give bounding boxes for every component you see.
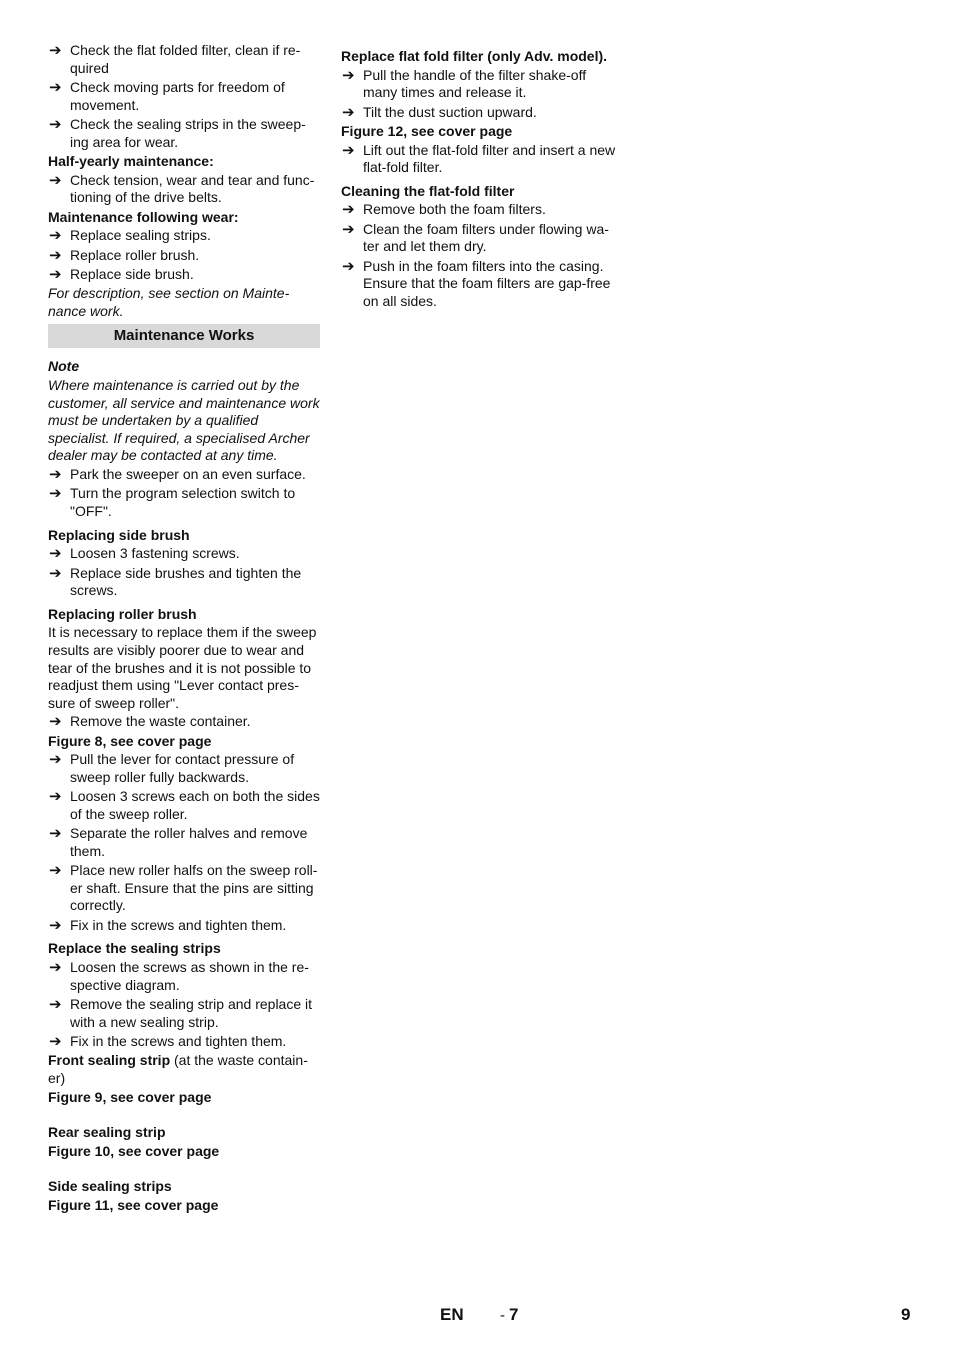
- arrow-icon: ➔: [49, 265, 62, 283]
- arrow-icon: ➔: [49, 564, 62, 582]
- arrow-icon: ➔: [49, 788, 62, 806]
- roller-brush-text: It is necessary to replace them if the sweep results are visibly poorer due to wear and tear of the brushes and it is not possible to readjust them using "Lever contact pres-sure of sweep roller".: [48, 624, 317, 711]
- step-item: [341, 67, 616, 102]
- step-text: Remove the sealing strip and replace it with a new sealing strip.: [70, 996, 313, 1030]
- step-item: [48, 917, 320, 935]
- step-text: Replace sealing strips.: [70, 227, 211, 244]
- step-text: Lift out the flat-fold filter and insert a new flat-fold filter.: [363, 141, 616, 176]
- step-item: [48, 485, 320, 520]
- step-item: [48, 466, 320, 484]
- step-list: [48, 713, 320, 731]
- flat-filter-heading: Replace flat fold filter (only Adv. model).: [341, 48, 608, 64]
- step-item: [341, 142, 616, 177]
- arrow-icon: ➔: [342, 66, 355, 84]
- step-text: Loosen the screws as shown in the re-spective diagram.: [70, 959, 309, 993]
- step-list: [48, 751, 320, 934]
- step-text: Remove both the foam filters.: [363, 201, 546, 218]
- footer-section-page: 7: [509, 1305, 519, 1324]
- step-item: [48, 996, 320, 1031]
- step-text: Fix in the screws and tighten them.: [70, 916, 287, 933]
- step-text: Separate the roller halves and remove them.: [70, 825, 308, 859]
- arrow-icon: ➔: [49, 825, 62, 843]
- arrow-icon: ➔: [49, 227, 62, 245]
- step-text: Check the sealing strips in the sweep-ing area for wear.: [70, 115, 306, 150]
- note-title: Note: [48, 358, 80, 375]
- step-item: [341, 104, 616, 122]
- step-text: Pull the handle of the filter shake-off many times and release it.: [363, 66, 587, 101]
- step-list: [48, 545, 320, 600]
- step-text: Loosen 3 fastening screws.: [70, 545, 240, 562]
- step-item: [48, 862, 320, 915]
- arrow-icon: ➔: [49, 862, 62, 880]
- step-text: Park the sweeper on an even surface.: [70, 466, 306, 483]
- step-item: [341, 258, 616, 311]
- arrow-icon: ➔: [49, 42, 62, 59]
- section-title: Maintenance Works: [48, 324, 320, 348]
- footer-language: EN: [440, 1305, 464, 1324]
- arrow-icon: ➔: [49, 713, 62, 731]
- arrow-icon: ➔: [49, 916, 62, 934]
- arrow-icon: ➔: [49, 485, 62, 503]
- step-item: [341, 221, 616, 256]
- step-list: [48, 959, 320, 1051]
- step-list: [341, 67, 616, 122]
- step-text: Check tension, wear and tear and func-tioning of the drive belts.: [70, 171, 315, 206]
- step-item: [48, 959, 320, 994]
- step-item: [48, 266, 320, 284]
- right-column: [341, 42, 616, 312]
- arrow-icon: ➔: [342, 201, 355, 219]
- step-text: Loosen 3 screws each on both the sides of the sweep roller.: [70, 788, 320, 822]
- step-text: Replace roller brush.: [70, 246, 200, 263]
- arrow-icon: ➔: [49, 1033, 62, 1051]
- step-item: [341, 201, 616, 219]
- arrow-icon: ➔: [49, 996, 62, 1014]
- left-column: [48, 42, 320, 1216]
- step-item: [48, 825, 320, 860]
- arrow-icon: ➔: [342, 103, 355, 121]
- step-list: [48, 466, 320, 521]
- figure-11-reference: Figure 11, see cover page: [48, 1196, 219, 1213]
- step-text: Turn the program selection switch to "OFF".: [70, 485, 296, 520]
- footer-page-number: 9: [901, 1305, 911, 1324]
- step-text: Pull the lever for contact pressure of sweep roller fully backwards.: [70, 751, 295, 785]
- figure-9-reference: Figure 9, see cover page: [48, 1088, 212, 1105]
- step-text: Tilt the dust suction upward.: [363, 103, 537, 120]
- figure-8-reference: Figure 8, see cover page: [48, 732, 212, 749]
- arrow-icon: ➔: [49, 959, 62, 977]
- step-text: Remove the waste container.: [70, 713, 251, 730]
- step-text: Clean the foam filters under flowing wa-ter and let them dry.: [363, 220, 609, 255]
- step-list: [48, 172, 320, 207]
- sealing-strips-heading: Replace the sealing strips: [48, 940, 221, 957]
- step-text: Check the flat folded filter, clean if re-quired: [70, 42, 301, 76]
- step-list: [341, 201, 616, 310]
- arrow-icon: ➔: [49, 751, 62, 769]
- step-item: [48, 247, 320, 265]
- description-note: For description, see section on Mainte-nance work.: [48, 285, 290, 319]
- side-brush-heading: Replacing side brush: [48, 526, 190, 543]
- rear-sealing-strip: Rear sealing strip: [48, 1124, 166, 1141]
- step-text: Push in the foam filters into the casing. Ensure that the foam filters are gap-free on all sides.: [363, 257, 611, 309]
- step-item: [48, 79, 320, 114]
- arrow-icon: ➔: [49, 78, 62, 96]
- arrow-icon: ➔: [342, 220, 355, 238]
- figure-10-reference: Figure 10, see cover page: [48, 1142, 220, 1159]
- arrow-icon: ➔: [49, 171, 62, 189]
- step-item: [48, 116, 320, 151]
- step-item: [48, 751, 320, 786]
- arrow-icon: ➔: [49, 246, 62, 264]
- step-item: [48, 788, 320, 823]
- step-text: Place new roller halfs on the sweep roll-er shaft. Ensure that the pins are sitting correctly.: [70, 862, 318, 914]
- arrow-icon: ➔: [49, 466, 62, 484]
- step-item: [48, 565, 320, 600]
- note-text: Where maintenance is carried out by the customer, all service and maintenance work must be undertaken by a qualified specialist. If required, a specialised Archer dealer may be contacted at any time.: [48, 377, 320, 464]
- step-list: [48, 227, 320, 283]
- roller-brush-heading: Replacing roller brush: [48, 605, 197, 622]
- step-item: [48, 42, 320, 77]
- arrow-icon: ➔: [49, 115, 62, 133]
- cleaning-heading: Cleaning the flat-fold filter: [341, 182, 515, 199]
- arrow-icon: ➔: [342, 257, 355, 275]
- step-list: [341, 142, 616, 177]
- front-sealing-strip-detail: (at the waste contain-er): [48, 1052, 308, 1087]
- step-list: [48, 42, 320, 151]
- footer-dash: -: [500, 1307, 505, 1324]
- front-sealing-strip-label: Front sealing strip: [48, 1052, 171, 1069]
- step-item: [48, 545, 320, 563]
- half-yearly-heading: Half-yearly maintenance:: [48, 152, 214, 169]
- step-item: [48, 227, 320, 245]
- side-sealing-strips: Side sealing strips: [48, 1178, 172, 1195]
- arrow-icon: ➔: [342, 141, 355, 159]
- step-text: Check moving parts for freedom of movement.: [70, 78, 285, 113]
- step-item: [48, 172, 320, 207]
- wear-heading: Maintenance following wear:: [48, 208, 239, 225]
- step-item: [48, 1033, 320, 1051]
- step-item: [48, 713, 320, 731]
- front-sealing-strip: [48, 1052, 320, 1087]
- step-text: Replace side brushes and tighten the screws.: [70, 564, 302, 599]
- arrow-icon: ➔: [49, 545, 62, 563]
- step-text: Replace side brush.: [70, 265, 194, 282]
- step-text: Fix in the screws and tighten them.: [70, 1033, 287, 1050]
- figure-12-reference: Figure 12, see cover page: [341, 122, 513, 139]
